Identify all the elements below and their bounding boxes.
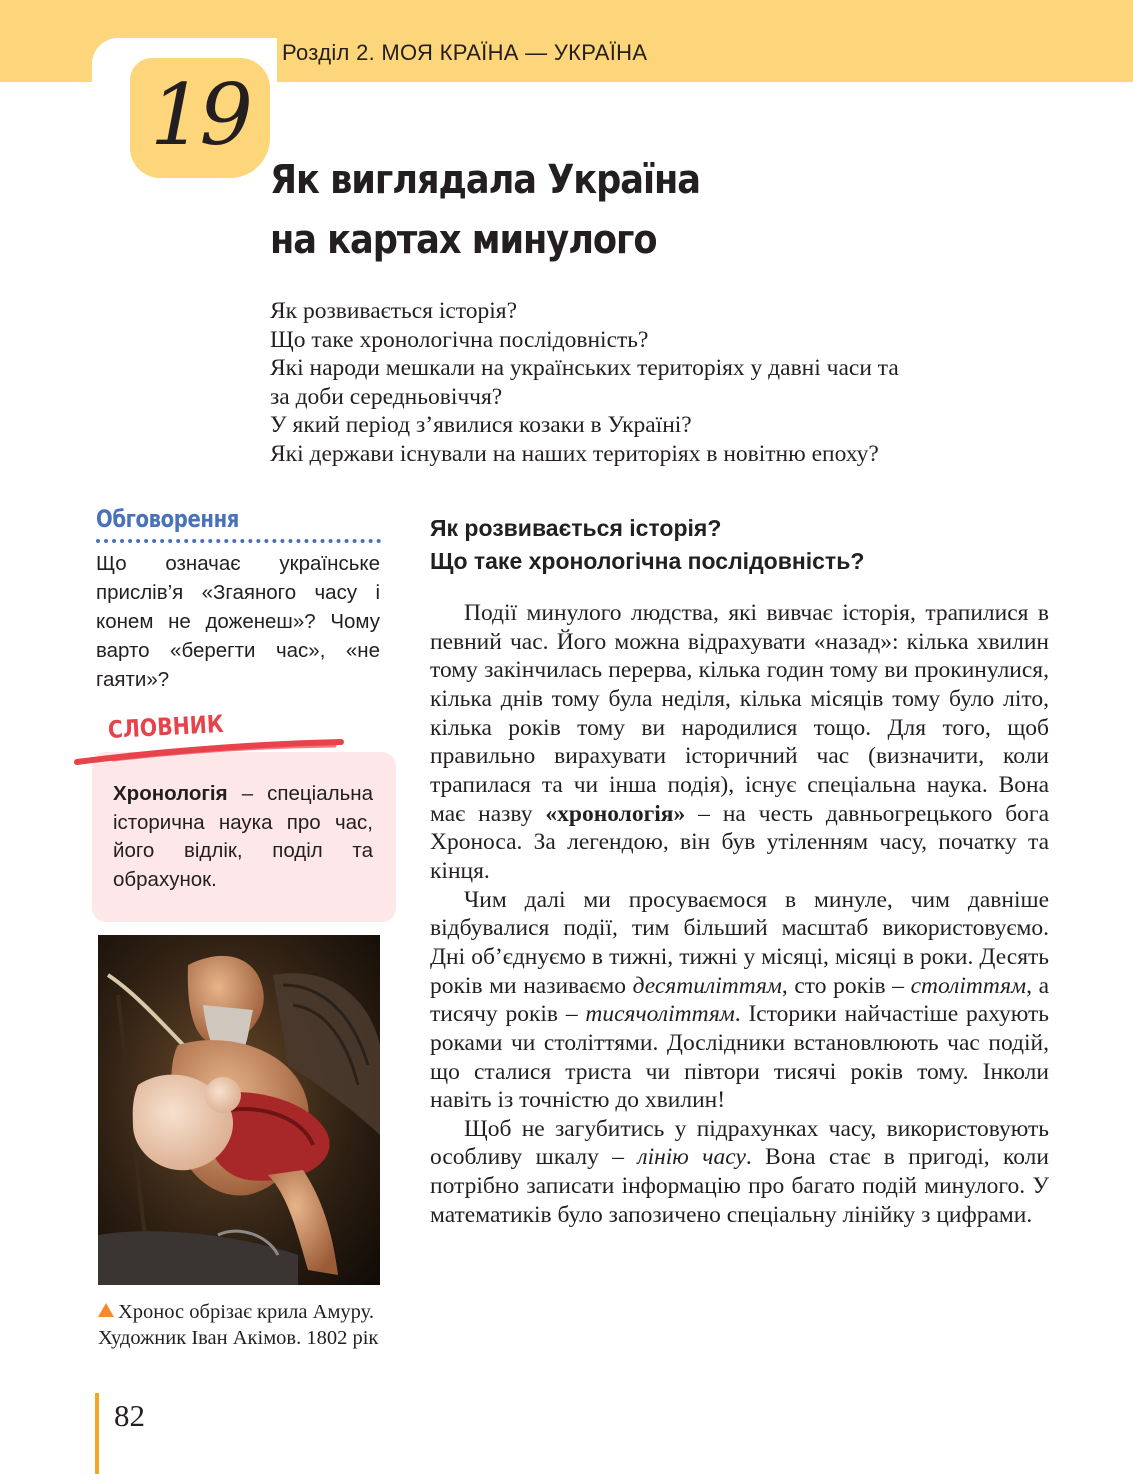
paragraph-text: Чим далі ми просуваємося в минуле, чим давніше відбувалися події, тим більший масштаб використовуємо. Дні об’єднуємо в тижні, тижні у місяці, місяці в роки. Десять років ми називаємо: [430, 886, 1049, 999]
question: Як розвивається історія?: [270, 298, 518, 324]
paragraph-text: Події минулого людства, які вивчає історія, трапилися в певний час. Його можна відрахувати «назад»: кілька хвилин тому закінчилась перерва, кілька годин тому ви прокинулися, кілька днів тому була неділя, кілька місяців тому було літо, кілька років тому ви народилися тощо. Для того, щоб правильно вирахувати історичний час (визначити, коли трапилася та чи інша подія), існує спеціальна наука. Вона має назву: [430, 600, 1049, 827]
lesson-title: [270, 150, 970, 270]
question: У який період з’явилися козаки в Україні?: [270, 412, 692, 438]
paragraph-text: – на честь давньогрецького бога Хроноса. За легендою, він був утіленням часу, початку та кінця.: [430, 800, 1050, 884]
question: Які народи мешкали на українських територіях у давні часи та: [270, 355, 899, 381]
question: Які держави існували на наших територіях в новітню епоху?: [270, 440, 879, 467]
question: за доби середньовіччя?: [270, 383, 503, 410]
painting-caption: [98, 1299, 398, 1351]
page-edge-rule: [95, 1393, 99, 1474]
discussion-text: Що означає українське прислів’я «Згаяного часу і конем не доженеш»? Чому варто «берегти час», «не гаяти»?: [96, 552, 380, 691]
lesson-title-line-1: Як виглядала Україна: [270, 157, 700, 203]
term-italic: століттям: [910, 972, 1027, 999]
paragraph-text: . Вона стає в пригоді, коли потрібно записати інформацію про багато подій минулого. У математиків було запозичено спеціальну лінійку з цифрами.: [430, 1144, 1049, 1228]
dictionary-term: Хронологія: [113, 782, 228, 805]
paragraph: [430, 1115, 1049, 1230]
term-italic: лінію часу: [637, 1144, 746, 1171]
paragraph: [430, 886, 1049, 1115]
discussion-heading: Обговорення: [96, 505, 240, 533]
question: Що таке хронологічна послідовність?: [270, 326, 649, 353]
term-italic: тисячоліттям: [585, 1001, 735, 1028]
key-questions: [270, 297, 1070, 468]
dictionary-label: СЛОВНИК: [107, 709, 225, 744]
dotted-divider: [96, 539, 381, 543]
caption-text: Хронос обрізає крила Амуру. Художник Іван Акімов. 1802 рік: [98, 1301, 379, 1349]
subheading-line-2: Що таке хронологічна послідовність?: [430, 548, 865, 574]
caption-triangle-icon: [98, 1303, 114, 1317]
paragraph-text: . Історики найчастіше рахують роками чи століттями. Дослідники встановлюють час подій, що сталися триста чи півтори тисячі років тому. Інколи навіть із точністю до хвилин!: [430, 1001, 1049, 1114]
lesson-title-line-2: на картах минулого: [270, 217, 657, 263]
page-number: 82: [114, 1398, 145, 1433]
lesson-number: 19: [150, 66, 249, 164]
paragraph-text: Щоб не загубитись у підрахунках часу, використовують особливу шкалу –: [430, 1115, 1049, 1171]
term-italic: десятиліттям: [632, 972, 782, 999]
subheading-line-1: Як розвивається історія?: [430, 515, 722, 541]
painting-image: [98, 935, 380, 1285]
body-text: [430, 599, 1049, 1229]
dictionary-definition: [113, 780, 373, 894]
paragraph: [430, 599, 1049, 886]
paragraph-text: , сто років –: [781, 972, 911, 999]
section-subheading: [430, 512, 1070, 578]
term-highlight: «хронологія»: [545, 800, 686, 827]
section-label: Розділ 2. МОЯ КРАЇНА — УКРАЇНА: [282, 40, 648, 65]
paragraph-text: , а тисячу років –: [430, 972, 1049, 1028]
dictionary-definition-text: – спеціальна історична наука про час, його відлік, поділ та обрахунок.: [113, 782, 373, 891]
